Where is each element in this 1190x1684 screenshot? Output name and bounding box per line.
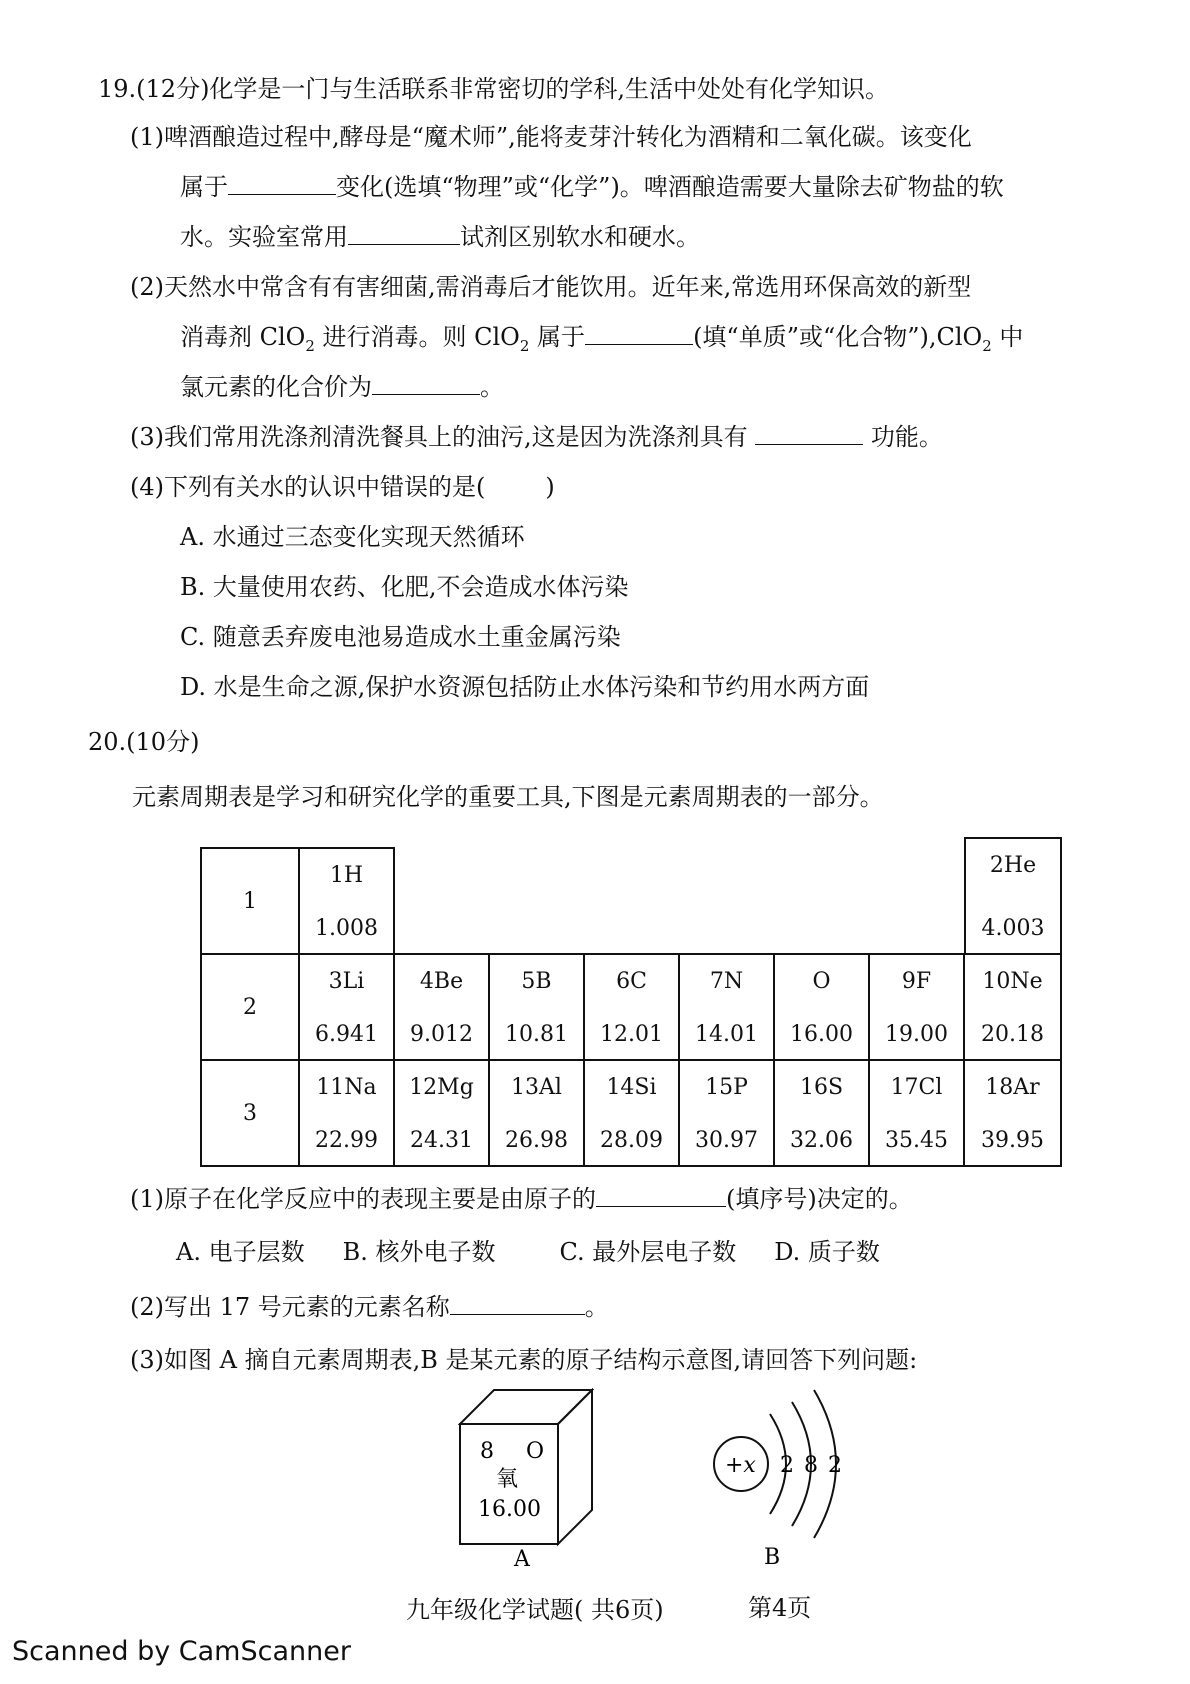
text: 中 [991,323,1024,351]
element-mass: 32.06 [790,1128,853,1153]
element-mass: 19.00 [885,1022,948,1047]
element-cell-Cl [868,1059,965,1167]
figure-label-a: A [514,1547,530,1568]
element-symbol: 9F [901,969,932,994]
text: ) [545,473,555,501]
answer-blank[interactable] [585,322,693,345]
element-mass: 12.01 [600,1022,663,1047]
subscript: 2 [519,336,530,355]
element-mass: 10.81 [505,1022,568,1047]
element-symbol: 11Na [316,1075,377,1100]
q20-part2 [130,1292,609,1322]
period-label-2 [200,953,300,1061]
atomic-number: 8 [480,1439,494,1464]
element-mass: 1.008 [315,916,378,941]
answer-blank[interactable] [755,422,863,445]
element-mass: 16.00 [790,1022,853,1047]
element-symbol: 18Ar [985,1075,1040,1100]
element-mass: 26.98 [505,1128,568,1153]
element-symbol: O [812,969,831,994]
element-symbol: 4Be [419,969,464,994]
element-cell-Al [488,1059,585,1167]
text: (填“单质”或“化合物”),ClO [693,323,983,351]
q19-option-b: B. 大量使用农药、化肥,不会造成水体污染 [180,573,629,601]
subscript: 2 [305,336,315,355]
option-b: B. 核外电子数 [342,1238,496,1266]
element-mass: 6.941 [315,1022,378,1047]
element-symbol: 16S [799,1075,844,1100]
atomic-mass: 16.00 [478,1497,541,1522]
text: 水。实验室常用 [180,223,348,251]
element-cell-F [868,953,965,1061]
element-symbol: 5B [521,969,552,994]
element-cell-Li [298,953,395,1061]
q19-header: 19.(12分)化学是一门与生活联系非常密切的学科,生活中处处有化学知识。 [98,75,890,103]
cube-side [558,1390,592,1544]
cube-top [460,1390,592,1424]
q20-part1 [130,1184,913,1214]
element-mass: 24.31 [410,1128,473,1153]
q19-option-c: C. 随意丢弃废电池易造成水土重金属污染 [180,623,621,651]
nucleus-charge: +x [725,1453,756,1478]
element-symbol: 1H [329,863,364,888]
q19-part2-line2 [180,322,1024,355]
q19-part1-line1: (1)啤酒酿造过程中,酵母是“魔术师”,能将麦芽汁转化为酒精和二氧化碳。该变化 [130,123,972,151]
text: 1 [243,889,257,914]
option-d: D. 质子数 [774,1238,880,1266]
q19-part4 [130,472,555,502]
element-mass: 20.18 [981,1022,1044,1047]
text: 氯元素的化合价为 [180,373,372,401]
text: (4)下列有关水的认识中错误的是( [130,473,486,501]
element-symbol: 2He [989,853,1037,878]
shell-electrons-1: 2 [780,1453,794,1478]
answer-blank[interactable] [372,372,480,395]
text: 消毒剂 ClO [180,323,306,351]
element-cell-P [678,1059,775,1167]
answer-blank[interactable] [228,172,336,195]
subscript: 2 [982,336,992,355]
text: 功能。 [870,423,943,451]
element-symbol: 17Cl [890,1075,943,1100]
q19-part2-line3 [180,372,504,402]
shell-electrons-2: 8 [804,1453,818,1478]
element-symbol: 3Li [328,969,365,994]
element-cell-B [488,953,585,1061]
element-cell-Mg [393,1059,490,1167]
element-symbol: 10Ne [982,969,1043,994]
atom-structure-figure [704,1378,864,1568]
q19-part1-line2 [180,172,1004,202]
element-cell-He [964,837,1062,955]
element-cell-Ar [963,1059,1062,1167]
element-cell-N [678,953,775,1061]
q20-part1-options [176,1237,918,1267]
text: (填序号)决定的。 [726,1185,913,1213]
q19-part3 [130,422,943,452]
text: 属于 [180,173,228,201]
element-mass: 22.99 [315,1128,378,1153]
element-symbol: 7N [709,969,744,994]
q19-part1-line3 [180,222,700,252]
q20-part3: (3)如图 A 摘自元素周期表,B 是某元素的原子结构示意图,请回答下列问题: [130,1346,918,1374]
text: 。 [480,373,504,401]
shell-electrons-3: 2 [828,1453,842,1478]
option-c: C. 最外层电子数 [559,1238,737,1266]
text: 属于 [529,323,586,351]
period-label-1 [200,847,300,955]
element-cell-S [773,1059,870,1167]
element-mass: 9.012 [410,1022,473,1047]
element-symbol: 6C [616,969,647,994]
text: 试剂区别软水和硬水。 [460,223,700,251]
answer-blank[interactable] [348,222,460,245]
element-mass: 30.97 [695,1128,758,1153]
text: 变化(选填“物理”或“化学”)。啤酒酿造需要大量除去矿物盐的软 [336,173,1004,201]
element-cell-H [298,847,395,955]
q19-option-d: D. 水是生命之源,保护水资源包括防止水体污染和节约用水两方面 [180,673,870,701]
element-mass: 39.95 [981,1128,1044,1153]
element-card-figure [458,1388,608,1568]
element-mass: 14.01 [695,1022,758,1047]
element-cell-O [773,953,870,1061]
footer-page-number: 第4页 [748,1594,812,1622]
q19-option-a: A. 水通过三态变化实现天然循环 [180,523,525,551]
element-mass: 35.45 [885,1128,948,1153]
period-label-3 [200,1059,300,1167]
text: (1)原子在化学反应中的表现主要是由原子的 [130,1185,596,1213]
option-a: A. 电子层数 [176,1238,305,1266]
q20-header: 20.(10分) [88,728,200,756]
element-symbol: 12Mg [409,1075,474,1100]
element-symbol: O [526,1439,545,1464]
text: 。 [584,1293,609,1321]
text: (3)我们常用洗涤剂清洗餐具上的油污,这是因为洗涤剂具有 [130,423,748,451]
element-cell-Be [393,953,490,1061]
footer-title: 九年级化学试题( 共6页) [406,1596,664,1624]
element-symbol: 13Al [511,1075,562,1100]
text: 进行消毒。则 ClO [314,323,520,351]
text: 2 [243,995,257,1020]
element-cell-Si [583,1059,680,1167]
answer-blank[interactable] [596,1184,726,1207]
element-mass: 28.09 [600,1128,663,1153]
text: (2)写出 17 号元素的元素名称 [130,1293,450,1321]
text: 3 [243,1101,257,1126]
element-mass: 4.003 [981,916,1045,941]
q20-intro: 元素周期表是学习和研究化学的重要工具,下图是元素周期表的一部分。 [132,783,884,811]
figure-label-b: B [764,1545,781,1568]
element-cell-C [583,953,680,1061]
scanner-watermark: Scanned by CamScanner [12,1636,351,1667]
element-symbol: 14Si [606,1075,657,1100]
element-symbol: 15P [705,1075,748,1100]
answer-blank[interactable] [450,1292,585,1315]
element-cell-Na [298,1059,395,1167]
q19-part2-line1: (2)天然水中常含有有害细菌,需消毒后才能饮用。近年来,常选用环保高效的新型 [130,273,972,301]
element-name: 氧 [496,1467,519,1492]
element-cell-Ne [963,953,1062,1061]
